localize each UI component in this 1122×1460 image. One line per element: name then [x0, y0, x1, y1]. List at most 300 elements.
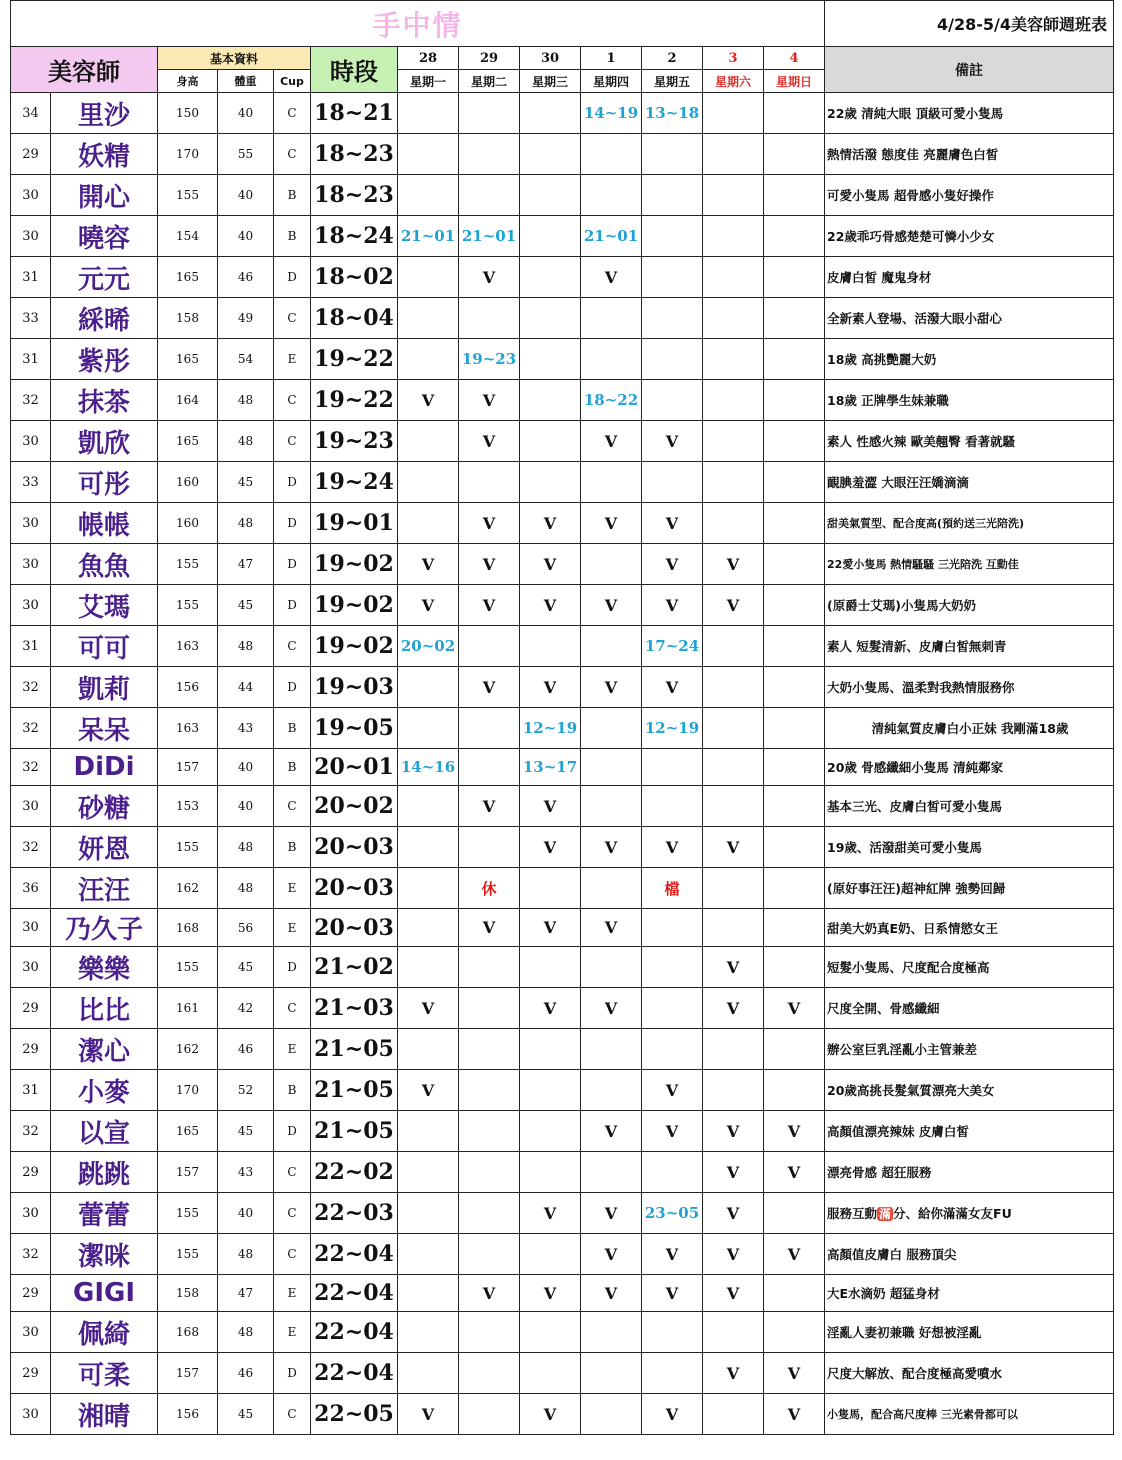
day-cell [459, 298, 520, 339]
cup-cell: D [274, 544, 311, 585]
basic-info-header: 基本資料 [158, 47, 311, 70]
header-row-1 [11, 47, 1114, 70]
day-cell [398, 421, 459, 462]
cup-cell: C [274, 298, 311, 339]
therapist-name: 蕾蕾 [51, 1193, 158, 1234]
weight-cell: 48 [218, 421, 274, 462]
day-cell [520, 421, 581, 462]
age-cell: 29 [11, 1152, 51, 1193]
therapist-name: 帳帳 [51, 503, 158, 544]
day-cell: V [764, 1234, 825, 1275]
therapist-name: 小麥 [51, 1070, 158, 1111]
day-cell [459, 1394, 520, 1435]
day-cell [703, 667, 764, 708]
note-cell: 18歲 高挑艷麗大奶 [825, 339, 1114, 380]
day-cell [703, 216, 764, 257]
note-cell: 18歲 正牌學生妹兼職 [825, 380, 1114, 421]
day-cell: V [459, 786, 520, 827]
time-slot-cell: 19~02 [311, 585, 398, 626]
day-cell: V [398, 1070, 459, 1111]
weight-cell: 42 [218, 988, 274, 1029]
height-header: 身高 [158, 70, 218, 93]
day-cell [642, 786, 703, 827]
day-cell [520, 868, 581, 909]
day-cell [703, 298, 764, 339]
therapist-name: 樂樂 [51, 947, 158, 988]
day-cell [703, 134, 764, 175]
therapist-row [11, 786, 1114, 827]
date-header-weekend: 4 [764, 47, 825, 70]
therapist-name: 砂糖 [51, 786, 158, 827]
day-cell [581, 175, 642, 216]
day-cell [764, 503, 825, 544]
day-cell: V [459, 380, 520, 421]
day-cell [642, 257, 703, 298]
day-cell: V [764, 988, 825, 1029]
note-cell: 漂亮骨感 超狂服務 [825, 1152, 1114, 1193]
time-slot-cell: 21~05 [311, 1029, 398, 1070]
height-cell: 155 [158, 1234, 218, 1275]
day-cell [581, 786, 642, 827]
time-slot-cell: 18~23 [311, 134, 398, 175]
note-cell: 22愛小隻馬 熱情騷騷 三光陪洗 互動佳 [825, 544, 1114, 585]
weight-cell: 40 [218, 1193, 274, 1234]
day-cell [703, 339, 764, 380]
time-slot-cell: 22~02 [311, 1152, 398, 1193]
time-slot-cell: 20~02 [311, 786, 398, 827]
day-cell [642, 216, 703, 257]
height-cell: 150 [158, 93, 218, 134]
day-cell: V [642, 421, 703, 462]
weight-cell: 45 [218, 1394, 274, 1435]
time-slot-cell: 19~01 [311, 503, 398, 544]
weight-cell: 54 [218, 339, 274, 380]
day-cell [459, 93, 520, 134]
day-cell [398, 1275, 459, 1312]
height-cell: 165 [158, 257, 218, 298]
time-slot-cell: 19~22 [311, 339, 398, 380]
time-slot-cell: 18~24 [311, 216, 398, 257]
weight-cell: 44 [218, 667, 274, 708]
therapist-name: 凱莉 [51, 667, 158, 708]
age-cell: 29 [11, 988, 51, 1029]
day-cell [764, 749, 825, 786]
day-cell [398, 134, 459, 175]
age-cell: 32 [11, 749, 51, 786]
day-cell: V [581, 1111, 642, 1152]
day-cell [398, 462, 459, 503]
day-cell: V [459, 909, 520, 947]
day-cell [764, 1312, 825, 1353]
age-cell: 29 [11, 1029, 51, 1070]
day-cell [581, 868, 642, 909]
cup-cell: B [274, 1070, 311, 1111]
day-cell: V [581, 257, 642, 298]
day-cell: V [459, 667, 520, 708]
day-cell: V [520, 988, 581, 1029]
height-cell: 157 [158, 1152, 218, 1193]
day-cell [642, 462, 703, 503]
day-cell [703, 1070, 764, 1111]
day-cell: 21~01 [398, 216, 459, 257]
day-cell: V [581, 421, 642, 462]
cup-cell: B [274, 708, 311, 749]
day-cell [581, 1312, 642, 1353]
day-cell [520, 380, 581, 421]
day-cell [764, 380, 825, 421]
day-cell [642, 749, 703, 786]
therapist-row [11, 1275, 1114, 1312]
cup-cell: C [274, 1193, 311, 1234]
weight-cell: 40 [218, 749, 274, 786]
note-cell: 熱情活潑 態度佳 亮麗膚色白皙 [825, 134, 1114, 175]
day-cell: V [520, 909, 581, 947]
cup-cell: C [274, 134, 311, 175]
age-cell: 30 [11, 216, 51, 257]
time-slot-cell: 22~04 [311, 1353, 398, 1394]
day-cell: V [764, 1152, 825, 1193]
day-cell [398, 298, 459, 339]
day-cell [520, 1070, 581, 1111]
day-cell [642, 1353, 703, 1394]
weight-cell: 46 [218, 257, 274, 298]
cup-cell: D [274, 1353, 311, 1394]
therapist-row [11, 1353, 1114, 1394]
day-cell [459, 1234, 520, 1275]
day-cell: V [520, 1394, 581, 1435]
cup-cell: C [274, 93, 311, 134]
note-cell: 20歲 骨感纖細小隻馬 清純鄰家 [825, 749, 1114, 786]
day-cell [764, 339, 825, 380]
day-cell [581, 1029, 642, 1070]
day-cell: V [581, 909, 642, 947]
age-cell: 30 [11, 1394, 51, 1435]
therapist-row [11, 257, 1114, 298]
emoji-badge-icon: 滿 [879, 1207, 892, 1221]
day-cell [398, 1111, 459, 1152]
weight-cell: 48 [218, 868, 274, 909]
cup-header: Cup [274, 70, 311, 93]
note-cell: (原爵士艾瑪)小隻馬大奶奶 [825, 585, 1114, 626]
day-cell [703, 786, 764, 827]
day-cell [398, 947, 459, 988]
therapist-name: 凱欣 [51, 421, 158, 462]
age-cell: 30 [11, 503, 51, 544]
age-cell: 30 [11, 1193, 51, 1234]
height-cell: 155 [158, 544, 218, 585]
day-cell [581, 708, 642, 749]
day-cell: V [642, 827, 703, 868]
age-cell: 30 [11, 175, 51, 216]
note-cell: 清純氣質皮膚白小正妹 我剛滿18歲 [825, 708, 1114, 749]
therapist-row [11, 134, 1114, 175]
day-cell [764, 1070, 825, 1111]
cup-cell: C [274, 1394, 311, 1435]
cup-cell: E [274, 868, 311, 909]
height-cell: 161 [158, 988, 218, 1029]
day-cell: V [459, 421, 520, 462]
day-cell: 檔 [642, 868, 703, 909]
date-header: 28 [398, 47, 459, 70]
weekday-header: 星期二 [459, 70, 520, 93]
day-cell: V [459, 585, 520, 626]
height-cell: 154 [158, 216, 218, 257]
age-cell: 29 [11, 1275, 51, 1312]
therapist-name: 呆呆 [51, 708, 158, 749]
note-cell: 甜美氣質型、配合度高(預約送三光陪洗) [825, 503, 1114, 544]
day-cell [459, 947, 520, 988]
note-cell: 大E水滴奶 超猛身材 [825, 1275, 1114, 1312]
time-slot-cell: 18~02 [311, 257, 398, 298]
day-cell: 17~24 [642, 626, 703, 667]
note-cell: 19歲、活潑甜美可愛小隻馬 [825, 827, 1114, 868]
therapist-row [11, 462, 1114, 503]
day-cell [520, 1029, 581, 1070]
day-cell [764, 175, 825, 216]
therapist-row [11, 947, 1114, 988]
title-row [11, 1, 1114, 47]
day-cell [764, 421, 825, 462]
day-cell [703, 868, 764, 909]
day-cell: V [581, 827, 642, 868]
cup-cell: E [274, 909, 311, 947]
day-cell: V [642, 585, 703, 626]
weight-cell: 40 [218, 175, 274, 216]
day-cell [398, 868, 459, 909]
day-cell [703, 708, 764, 749]
therapist-name: 乃久子 [51, 909, 158, 947]
day-cell: 21~01 [581, 216, 642, 257]
day-cell: V [703, 1111, 764, 1152]
time-slot-cell: 19~23 [311, 421, 398, 462]
note-cell [825, 1193, 1114, 1234]
weight-cell: 40 [218, 786, 274, 827]
day-cell [459, 708, 520, 749]
weight-cell: 45 [218, 947, 274, 988]
time-slot-cell: 20~03 [311, 868, 398, 909]
age-cell: 32 [11, 1111, 51, 1152]
day-cell: V [398, 544, 459, 585]
day-cell: V [520, 503, 581, 544]
day-cell: V [520, 1193, 581, 1234]
day-cell [398, 786, 459, 827]
day-cell [642, 947, 703, 988]
day-cell: V [398, 380, 459, 421]
day-cell [459, 988, 520, 1029]
day-cell: V [520, 1275, 581, 1312]
day-cell [581, 1353, 642, 1394]
therapist-row [11, 421, 1114, 462]
day-cell [642, 339, 703, 380]
day-cell: 20~02 [398, 626, 459, 667]
day-cell [703, 909, 764, 947]
day-cell [764, 1275, 825, 1312]
therapist-row [11, 503, 1114, 544]
day-cell [764, 626, 825, 667]
height-cell: 163 [158, 626, 218, 667]
day-cell [642, 380, 703, 421]
day-cell [764, 544, 825, 585]
day-cell [703, 626, 764, 667]
day-cell: V [520, 585, 581, 626]
age-cell: 30 [11, 947, 51, 988]
day-cell: V [703, 544, 764, 585]
note-cell: 22歲乖巧骨感楚楚可憐小少女 [825, 216, 1114, 257]
time-slot-cell: 21~05 [311, 1070, 398, 1111]
day-cell: V [703, 1152, 764, 1193]
height-cell: 153 [158, 786, 218, 827]
notes-header: 備註 [825, 47, 1114, 93]
day-cell [459, 1029, 520, 1070]
day-cell [398, 1152, 459, 1193]
day-cell [642, 175, 703, 216]
age-cell: 30 [11, 544, 51, 585]
weight-cell: 56 [218, 909, 274, 947]
day-cell: V [459, 503, 520, 544]
day-cell [581, 544, 642, 585]
day-cell [398, 175, 459, 216]
weight-cell: 47 [218, 544, 274, 585]
cup-cell: D [274, 585, 311, 626]
date-header: 1 [581, 47, 642, 70]
note-cell: 高顏值皮膚白 服務頂尖 [825, 1234, 1114, 1275]
day-cell [764, 134, 825, 175]
cup-cell: D [274, 257, 311, 298]
day-cell [520, 947, 581, 988]
day-cell: V [581, 1193, 642, 1234]
therapist-name: DiDi [51, 749, 158, 786]
day-cell: 18~22 [581, 380, 642, 421]
day-cell: V [642, 1111, 703, 1152]
day-cell: V [703, 1193, 764, 1234]
note-cell: 素人 性感火辣 歐美翹臀 看著就騷 [825, 421, 1114, 462]
time-slot-cell: 20~01 [311, 749, 398, 786]
day-cell [459, 1111, 520, 1152]
time-slot-cell: 21~05 [311, 1111, 398, 1152]
shop-title: 手中情 [11, 1, 825, 47]
therapist-row [11, 380, 1114, 421]
time-slot-cell: 22~03 [311, 1193, 398, 1234]
cup-cell: D [274, 1111, 311, 1152]
day-cell [520, 175, 581, 216]
day-cell: V [398, 988, 459, 1029]
cup-cell: C [274, 421, 311, 462]
time-slot-cell: 21~03 [311, 988, 398, 1029]
height-cell: 158 [158, 1275, 218, 1312]
weekday-header: 星期一 [398, 70, 459, 93]
therapist-name: 開心 [51, 175, 158, 216]
day-cell: V [520, 667, 581, 708]
time-slot-cell: 20~03 [311, 827, 398, 868]
cup-cell: C [274, 1152, 311, 1193]
day-cell [703, 749, 764, 786]
age-cell: 29 [11, 134, 51, 175]
weight-cell: 40 [218, 93, 274, 134]
age-cell: 30 [11, 786, 51, 827]
note-cell: 全新素人登場、活潑大眼小甜心 [825, 298, 1114, 339]
day-cell: V [642, 544, 703, 585]
therapist-row [11, 298, 1114, 339]
day-cell: V [520, 827, 581, 868]
time-slot-cell: 21~02 [311, 947, 398, 988]
day-cell [642, 134, 703, 175]
therapist-name: 可可 [51, 626, 158, 667]
day-cell [520, 298, 581, 339]
day-cell: V [581, 1275, 642, 1312]
therapist-name: 以宣 [51, 1111, 158, 1152]
therapist-name: 潔咪 [51, 1234, 158, 1275]
day-cell: V [642, 1394, 703, 1435]
therapist-row [11, 708, 1114, 749]
note-cell: 尺度大解放、配合度極高愛噴水 [825, 1353, 1114, 1394]
weekday-header: 星期五 [642, 70, 703, 93]
age-cell: 29 [11, 1353, 51, 1394]
therapist-name: 抹茶 [51, 380, 158, 421]
day-cell [764, 1029, 825, 1070]
therapist-row [11, 1029, 1114, 1070]
note-cell: 可愛小隻馬 超骨感小隻好操作 [825, 175, 1114, 216]
note-cell: 22歲 清純大眼 頂級可愛小隻馬 [825, 93, 1114, 134]
height-cell: 156 [158, 667, 218, 708]
day-cell: V [703, 827, 764, 868]
age-cell: 33 [11, 462, 51, 503]
day-cell [581, 1394, 642, 1435]
time-slot-cell: 19~02 [311, 626, 398, 667]
day-cell [398, 667, 459, 708]
therapist-row [11, 216, 1114, 257]
height-cell: 155 [158, 827, 218, 868]
day-cell: 14~16 [398, 749, 459, 786]
therapist-row [11, 1070, 1114, 1111]
therapist-name: 比比 [51, 988, 158, 1029]
day-cell [703, 1394, 764, 1435]
height-cell: 168 [158, 1312, 218, 1353]
day-cell [581, 749, 642, 786]
day-cell [398, 93, 459, 134]
cup-cell: C [274, 988, 311, 1029]
weight-cell: 45 [218, 1111, 274, 1152]
age-cell: 32 [11, 827, 51, 868]
cup-cell: C [274, 1234, 311, 1275]
weight-cell: 52 [218, 1070, 274, 1111]
age-cell: 31 [11, 626, 51, 667]
therapist-name: 可彤 [51, 462, 158, 503]
date-header-weekend: 3 [703, 47, 764, 70]
note-cell: 尺度全開、骨感纖細 [825, 988, 1114, 1029]
day-cell [459, 827, 520, 868]
cup-cell: B [274, 827, 311, 868]
height-cell: 165 [158, 339, 218, 380]
height-cell: 170 [158, 1070, 218, 1111]
day-cell [520, 216, 581, 257]
age-cell: 32 [11, 708, 51, 749]
day-cell: V [642, 1234, 703, 1275]
cup-cell: B [274, 175, 311, 216]
age-cell: 30 [11, 421, 51, 462]
therapist-name: 潔心 [51, 1029, 158, 1070]
day-cell: V [520, 544, 581, 585]
therapist-row [11, 626, 1114, 667]
cup-cell: E [274, 1275, 311, 1312]
weight-cell: 46 [218, 1353, 274, 1394]
age-cell: 30 [11, 1312, 51, 1353]
time-slot-cell: 18~04 [311, 298, 398, 339]
therapist-row [11, 827, 1114, 868]
time-slot-cell: 19~02 [311, 544, 398, 585]
time-slot-cell: 18~21 [311, 93, 398, 134]
day-cell [642, 988, 703, 1029]
height-cell: 160 [158, 503, 218, 544]
